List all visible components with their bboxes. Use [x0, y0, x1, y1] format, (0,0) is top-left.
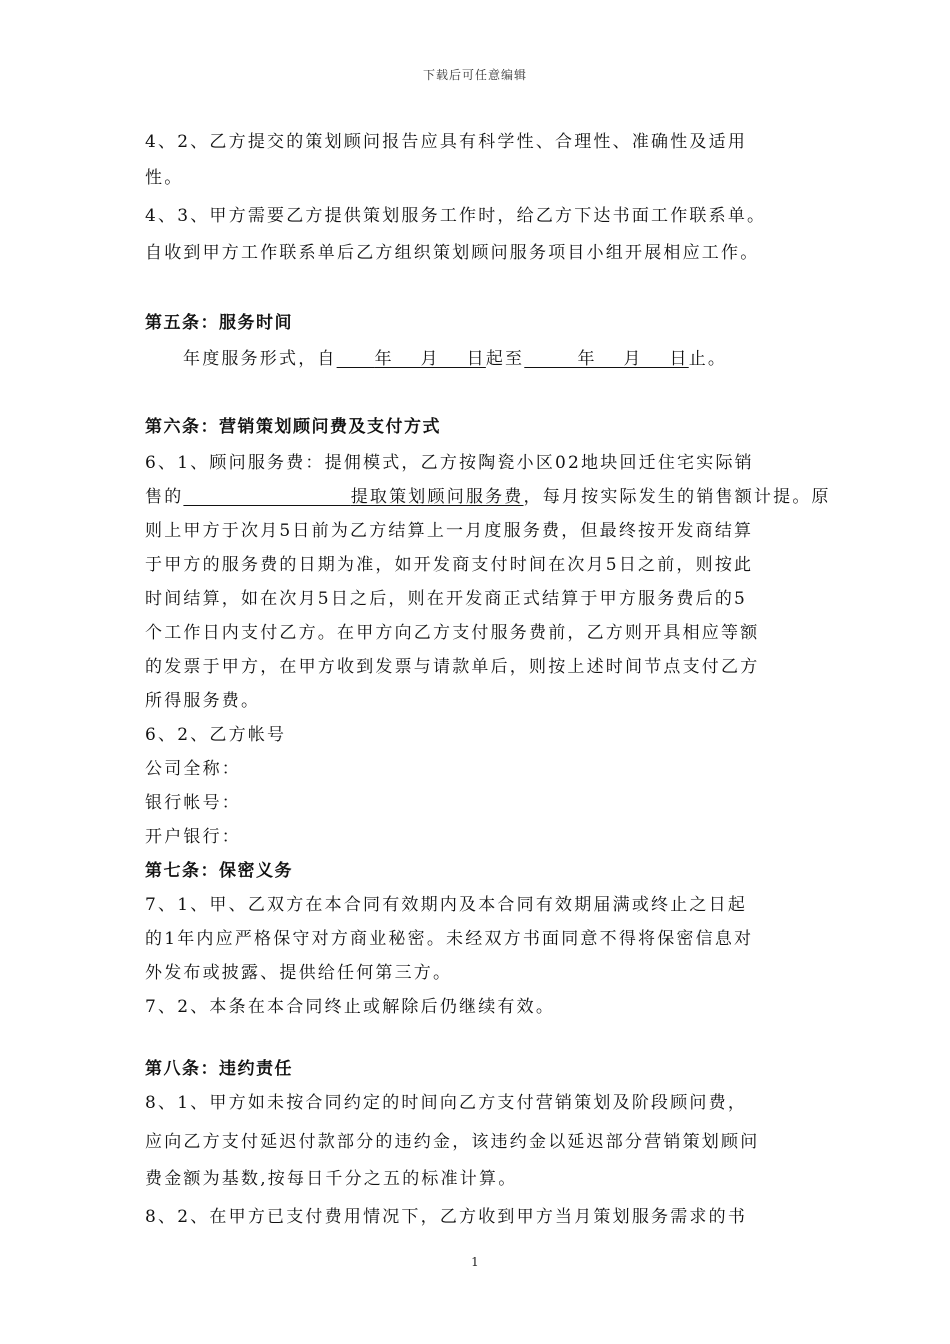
service-time-mid: 起至 [485, 349, 525, 369]
page-number: 1 [471, 1255, 479, 1269]
service-end-blank: 年 月 日 [577, 349, 689, 369]
body-line: 外发布或披露、提供给任何第三方。 [145, 963, 453, 983]
body-line: 银行帐号： [145, 793, 241, 813]
body-line: 6、1、顾问服务费：提佣模式，乙方按陶瓷小区02地块回迁住宅实际销 [145, 453, 754, 473]
body-line: 时间结算，如在次月5日之后，则在开发商正式结算于甲方服务费后的5 [145, 589, 748, 609]
section-heading: 第六条：营销策划顾问费及支付方式 [145, 417, 441, 437]
body-line: 应向乙方支付延迟付款部分的违约金，该违约金以延迟部分营销策划顾问 [145, 1132, 760, 1152]
body-line: 8、1、甲方如未按合同约定的时间向乙方支付营销策划及阶段顾问费， [145, 1093, 748, 1113]
body-line: 6、2、乙方帐号 [145, 725, 287, 745]
body-line: 费金额为基数,按每日千分之五的标准计算。 [145, 1169, 518, 1189]
section-heading: 第七条：保密义务 [145, 861, 293, 881]
section-heading: 第五条：服务时间 [145, 313, 293, 333]
fee-underlined: 提取策划顾问服务费 [350, 487, 524, 507]
service-start-blank: 年 月 日 [374, 349, 486, 369]
body-line: 4、2、乙方提交的策划顾问报告应具有科学性、合理性、准确性及适用 [145, 132, 748, 152]
body-line: 的发票于甲方，在甲方收到发票与请款单后，则按上述时间节点支付乙方 [145, 657, 760, 677]
body-line: 个工作日内支付乙方。在甲方向乙方支付服务费前，乙方则开具相应等额 [145, 623, 760, 643]
body-line: 的1年内应严格保守对方商业秘密。未经双方书面同意不得将保密信息对 [145, 929, 754, 949]
body-line: 于甲方的服务费的日期为准，如开发商支付时间在次月5日之前，则按此 [145, 555, 754, 575]
body-line: 公司全称： [145, 759, 241, 779]
body-line: 则上甲方于次月5日前为乙方结算上一月度服务费，但最终按开发商结算 [145, 521, 754, 541]
body-line: 8、2、在甲方已支付费用情况下，乙方收到甲方当月策划服务需求的书 [145, 1207, 748, 1227]
fee-line-suffix: ，每月按实际发生的销售额计提。原 [523, 487, 831, 507]
fee-line [145, 482, 831, 507]
body-line: 7、1、甲、乙双方在本合同有效期内及本合同有效期届满或终止之日起 [145, 895, 748, 915]
body-line: 4、3、甲方需要乙方提供策划服务工作时，给乙方下达书面工作联系单。 [145, 206, 767, 226]
body-line: 性。 [145, 168, 184, 188]
section-heading: 第八条：违约责任 [145, 1059, 293, 1079]
fee-line-prefix: 售的 [145, 487, 184, 507]
page-header: 下载后可任意编辑 [422, 68, 527, 82]
body-line: 7、2、本条在本合同终止或解除后仍继续有效。 [145, 997, 556, 1017]
service-time-line [183, 344, 727, 369]
service-time-prefix: 年度服务形式，自 [183, 349, 337, 369]
body-line: 自收到甲方工作联系单后乙方组织策划顾问服务项目小组开展相应工作。 [145, 243, 760, 263]
service-time-suffix: 止。 [688, 349, 728, 369]
body-line: 开户银行： [145, 827, 241, 847]
body-line: 所得服务费。 [145, 691, 261, 711]
